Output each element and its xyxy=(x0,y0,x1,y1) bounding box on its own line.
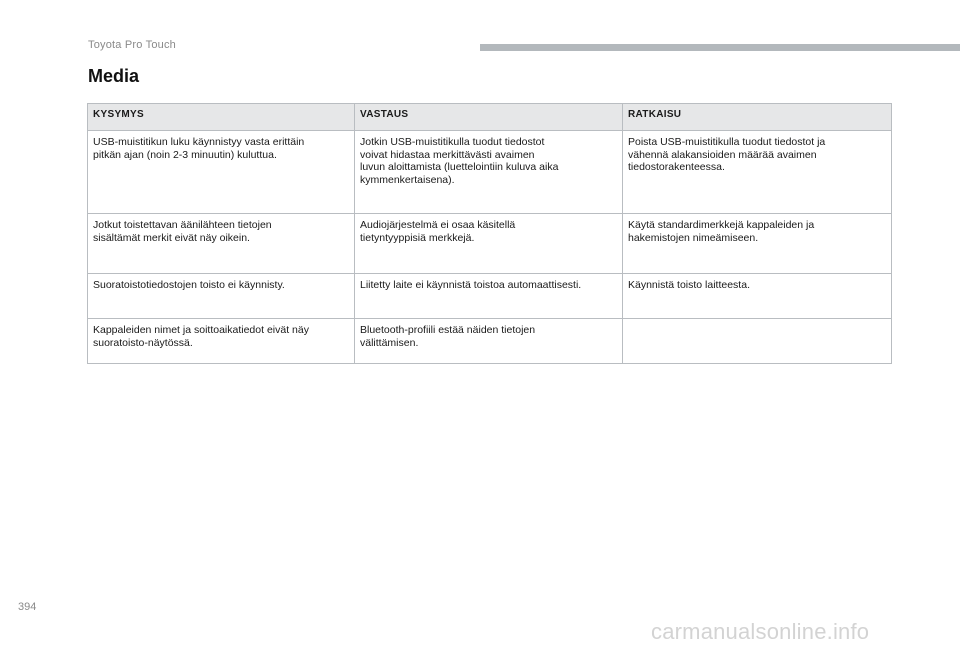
question-cell xyxy=(88,131,355,214)
answer-cell xyxy=(355,274,623,319)
column-header-question: KYSYMYS xyxy=(88,104,355,131)
cell-line: luvun aloittamista (luettelointiin kuluva aika xyxy=(360,161,559,173)
question-cell xyxy=(88,214,355,274)
faq-table xyxy=(87,103,892,364)
cell-line: voivat hidastaa merkittävästi avaimen xyxy=(360,148,535,161)
column-header-solution: RATKAISU xyxy=(623,104,892,131)
section-title: Media xyxy=(88,66,140,86)
cell-line: sisältämät merkit eivät näy oikein. xyxy=(93,231,250,244)
cell-line: tietyntyyppisiä merkkejä. xyxy=(360,231,475,244)
cell-line: Käynnistä toisto laitteesta. xyxy=(628,279,750,291)
cell-line: Jotkin USB-muistitikulla tuodut tiedostot xyxy=(360,136,545,148)
table-row xyxy=(88,274,892,319)
column-header-answer: VASTAUS xyxy=(355,104,623,131)
solution-cell xyxy=(623,274,892,319)
table-row xyxy=(88,214,892,274)
cell-line: Jotkut toistettavan äänilähteen tietojen xyxy=(93,219,272,231)
cell-line: Käytä standardimerkkejä kappaleiden ja xyxy=(628,219,815,231)
cell-line: pitkän ajan (noin 2-3 minuutin) kuluttua. xyxy=(93,148,277,161)
solution-cell xyxy=(623,214,892,274)
cell-line: suoratoisto-näytössä. xyxy=(93,336,193,349)
table-header-row xyxy=(88,104,892,131)
answer-cell xyxy=(355,319,623,364)
page-number: 394 xyxy=(18,601,37,613)
cell-line: hakemistojen nimeämiseen. xyxy=(628,231,759,244)
table-row xyxy=(88,131,892,214)
running-header: Toyota Pro Touch xyxy=(88,39,176,51)
cell-line: vähennä alakansioiden määrää avaimen xyxy=(628,148,817,161)
cell-line: Kappaleiden nimet ja soittoaikatiedot eivät näy xyxy=(93,324,309,336)
answer-cell xyxy=(355,214,623,274)
solution-cell xyxy=(623,319,892,364)
cell-line: Audiojärjestelmä ei osaa käsitellä xyxy=(360,219,516,231)
cell-line: tiedostorakenteessa. xyxy=(628,161,725,173)
cell-line: USB-muistitikun luku käynnistyy vasta erittäin xyxy=(93,136,305,148)
cell-line: välittämisen. xyxy=(360,336,419,349)
answer-cell xyxy=(355,131,623,214)
cell-line: Poista USB-muistitikulla tuodut tiedostot ja xyxy=(628,136,826,148)
cell-line: Bluetooth-profiili estää näiden tietojen xyxy=(360,324,536,336)
solution-cell xyxy=(623,131,892,214)
cell-line: kymmenkertaisena). xyxy=(360,173,455,186)
table-row xyxy=(88,319,892,364)
cell-line: Suoratoistotiedostojen toisto ei käynnisty. xyxy=(93,279,285,291)
cell-line: Liitetty laite ei käynnistä toistoa automaattisesti. xyxy=(360,279,582,291)
question-cell xyxy=(88,274,355,319)
watermark-text: carmanualsonline.info xyxy=(651,619,870,644)
question-cell xyxy=(88,319,355,364)
header-bar xyxy=(480,44,960,51)
